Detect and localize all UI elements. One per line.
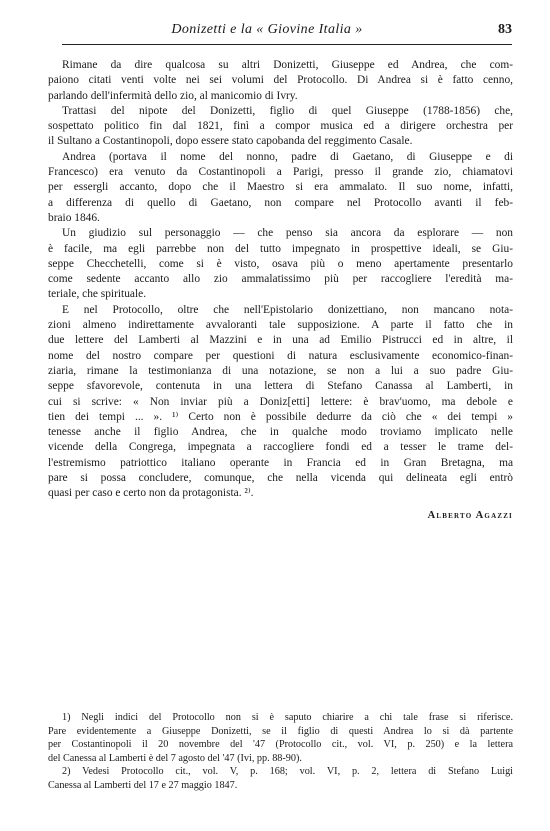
text-line: paiono citati venti volte nei sei volumi del Protocollo. Di Andrea si è fatto cenno, [48, 74, 513, 87]
text-line: tien dei tempi ... ». ¹⁾ Certo non è possibile dedurre da ciò che « dei tempi » [48, 410, 513, 423]
text-line: Rimane da dire qualcosa su altri Donizetti, Giuseppe ed Andrea, che com- [62, 59, 513, 71]
header-rule [62, 44, 512, 45]
text-line: due lettere del Lamberti al Mazzini e in una ad Emilio Pistrucci ed in altre, il [48, 334, 513, 347]
footnote-line: 1) Negli indici del Protocollo non si è saputo chiarire a chi tale frase si riferisce. [62, 712, 513, 723]
page-header [62, 22, 512, 44]
text-line: Un giudizio sul personaggio — che penso sia ancora da esplorare — non [62, 227, 513, 240]
text-line: come sedente accanto allo zio ammalatissimo più per raccogliere l'eredità ma- [48, 273, 513, 286]
footnotes [48, 711, 513, 793]
text-line: zioni almeno indirettamente avvaloranti tale supposizione. A parte il fatto che in [48, 319, 513, 332]
running-title: Donizetti e la « Giovine Italia » [171, 22, 363, 37]
text-line: Francesco) era venuto da Costantinopoli a Parigi, presso il grande zio, chiamatovi [48, 166, 513, 179]
text-line: a differenza di quello di Gaetano, non compare nel Protocollo avanti il feb- [48, 196, 513, 209]
text-line: vicende della Congrega, impegnata a raccogliere fondi ed a tesser le trame del- [48, 441, 513, 454]
author-signature: Alberto Agazzi [427, 509, 513, 521]
footnote-line: 2) Vedesi Protocollo cit., vol. V, p. 168; vol. VI, p. 2, lettera di Stefano Luigi [62, 766, 513, 778]
footnote-line: Pare evidentemente a Giuseppe Donizetti, se il figlio di questi Andrea lo si dà partente [48, 725, 513, 737]
text-line: per essergli accanto, dopo che il Maestro si era ammalato. Il suo nome, infatti, [48, 181, 513, 194]
footnote-line: Canessa al Lamberti del 17 e 27 maggio 1847. [48, 779, 238, 791]
text-line: seppe Checchetelli, come si è visto, osava più o meno apertamente presentarlo [48, 257, 513, 270]
text-line: Trattasi del nipote del Donizetti, figlio di quel Giuseppe (1788-1856) che, [62, 104, 513, 117]
text-line: ziaria, rimane la testimonianza di una notazione, se non a lui a suo padre Giu- [48, 364, 513, 377]
body-text [48, 58, 513, 524]
text-line: braio 1846. [48, 211, 100, 224]
text-line: nome del nostro compare per questioni di natura esclusivamente economico-finan- [48, 349, 513, 362]
text-line: seppe sfavorevole, contenuta in una lettera di Stefano Canassa al Lamberti, in [48, 380, 513, 393]
text-line: è facile, ma egli parrebbe non del tutto impegnato in prospettive ideali, se Giu- [48, 242, 513, 255]
text-line: quasi per caso e certo non da protagonista. ²⁾. [48, 487, 254, 500]
text-line: l'estremismo patriottico italiano operante in Francia ed in Gran Bretagna, ma [48, 456, 513, 469]
text-line: Andrea (portava il nome del nonno, padre di Gaetano, di Giuseppe e di [62, 150, 513, 163]
footnote-line: per Costantinopoli il 20 novembre del '47 (Protocollo cit., vol. VI, p. 250) e la lettera [48, 739, 513, 751]
text-line: cui si scrive: « Non inviar più a Doniz[etti] lettere: è brav'uomo, ma debole e [48, 395, 513, 408]
text-line: il Sultano a Costantinopoli, dopo essere stato capobanda del reggimento Casale. [48, 135, 413, 148]
text-line: sospettato politico fin dal 1821, finì a compor musica ed a dirigere orchestra per [48, 120, 513, 133]
text-line: tenesse anche il figlio Andrea, che in qualche modo troviamo implicato nelle [48, 426, 513, 439]
text-line: teriale, che spirituale. [48, 288, 147, 301]
text-line: parlando dell'infermità dello zio, al manicomio di Ivry. [48, 89, 298, 102]
text-line: E nel Protocollo, oltre che nell'Epistolario donizettiano, non mancano nota- [62, 303, 513, 316]
footnote-line: del Canessa al Lamberti è del 7 agosto del '47 (Ivi, pp. 88-90). [48, 752, 302, 764]
text-line: pare si possa concludere, comunque, che nella vicenda qui delineata egli entrò [48, 472, 513, 485]
page-number: 83 [498, 22, 512, 37]
